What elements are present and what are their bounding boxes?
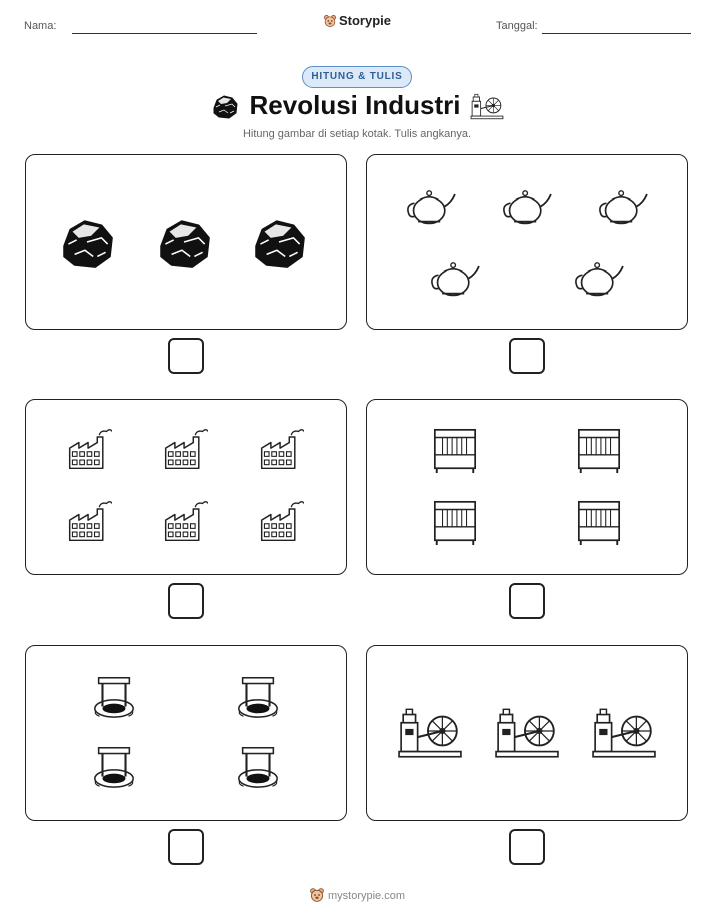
loom-icon xyxy=(575,498,623,546)
answer-box-steam-engine[interactable] xyxy=(509,829,545,865)
steam-engine-icon xyxy=(494,706,560,758)
answer-box-coal[interactable] xyxy=(168,338,204,374)
count-box-teapot xyxy=(366,154,688,330)
category-badge: HITUNG & TULIS xyxy=(302,66,412,88)
name-line[interactable] xyxy=(72,33,257,34)
teapot-icon xyxy=(571,255,627,301)
factory-icon xyxy=(66,498,112,544)
factory-icon xyxy=(162,426,208,472)
factory-icon xyxy=(258,426,304,472)
footer xyxy=(0,887,714,903)
count-box-coal xyxy=(25,154,347,330)
answer-box-loom[interactable] xyxy=(509,583,545,619)
teapot-icon xyxy=(595,183,651,229)
steam-engine-icon xyxy=(397,706,463,758)
answer-box-factory[interactable] xyxy=(168,583,204,619)
count-box-loom xyxy=(366,399,688,575)
loom-icon xyxy=(575,426,623,474)
brand-label: Storypie xyxy=(338,13,391,28)
name-label: Nama: xyxy=(24,20,57,32)
brand xyxy=(0,13,714,28)
steam-engine-icon xyxy=(591,706,657,758)
footer-url[interactable]: mystorypie.com xyxy=(327,890,406,902)
coal-icon xyxy=(210,91,240,121)
storypie-logo-icon xyxy=(309,887,325,903)
storypie-logo-icon xyxy=(323,14,337,28)
factory-icon xyxy=(66,426,112,472)
mine-shaft-icon xyxy=(90,742,138,790)
page-title-row xyxy=(0,90,714,128)
answer-box-mine-shaft[interactable] xyxy=(168,829,204,865)
steam-engine-icon xyxy=(470,92,504,120)
date-line[interactable] xyxy=(542,33,691,34)
factory-icon xyxy=(162,498,208,544)
page-title: Revolusi Industri xyxy=(249,90,461,120)
count-box-factory xyxy=(25,399,347,575)
count-box-steam-engine xyxy=(366,645,688,821)
loom-icon xyxy=(431,498,479,546)
coal-icon xyxy=(56,211,118,273)
mine-shaft-icon xyxy=(234,742,282,790)
count-box-mine-shaft xyxy=(25,645,347,821)
loom-icon xyxy=(431,426,479,474)
instruction: Hitung gambar di setiap kotak. Tulis angkanya. xyxy=(242,128,472,140)
date-label: Tanggal: xyxy=(496,20,538,32)
teapot-icon xyxy=(499,183,555,229)
teapot-icon xyxy=(427,255,483,301)
teapot-icon xyxy=(403,183,459,229)
coal-icon xyxy=(248,211,310,273)
coal-icon xyxy=(153,211,215,273)
mine-shaft-icon xyxy=(90,672,138,720)
answer-box-teapot[interactable] xyxy=(509,338,545,374)
mine-shaft-icon xyxy=(234,672,282,720)
factory-icon xyxy=(258,498,304,544)
